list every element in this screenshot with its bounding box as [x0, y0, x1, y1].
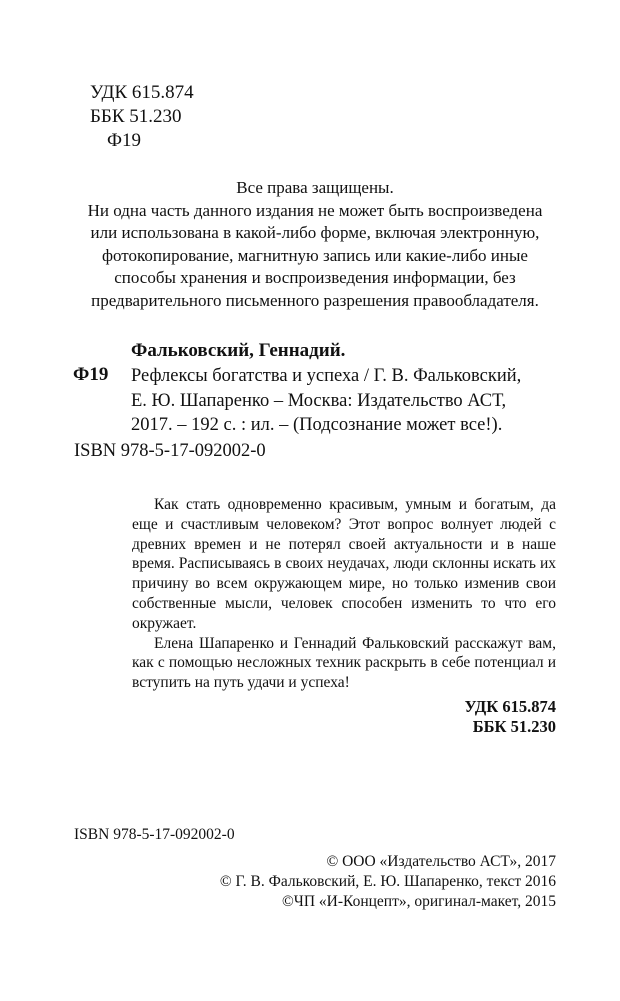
bibliographic-code: Ф19	[73, 364, 109, 385]
classification-block	[300, 697, 556, 737]
copyright-line: © ООО «Издательство АСТ», 2017	[326, 853, 556, 870]
udk-code: УДК 615.874	[90, 82, 194, 103]
udk-code-bold: УДК 615.874	[464, 697, 556, 716]
isbn-footer: ISBN 978-5-17-092002-0	[74, 826, 235, 843]
rights-line: предварительного письменного разрешения правообладателя.	[91, 290, 539, 310]
copyright-line: ©ЧП «И-Концепт», оригинал-макет, 2015	[282, 893, 556, 910]
author-heading: Фальковский, Геннадий.	[131, 340, 346, 361]
bbk-code: ББК 51.230	[90, 106, 182, 127]
bbk-code-bold: ББК 51.230	[472, 717, 556, 736]
bibliographic-line: 2017. – 192 с. : ил. – (Подсознание может все!).	[131, 415, 503, 435]
rights-line: способы хранения и воспроизведения информации, без	[114, 268, 516, 287]
abstract-paragraph: Как стать одновременно красивым, умным и богатым, да еще и счастливым человеком? Этот вопрос волнует людей с древних времен и не потерял своей актуальности и в наше время. Расписываясь в своих неудачах, люди склонны искать их причину во всем окружающем мире, но только изменив свои собственные мысли, человек способен изменить то что его окружает.	[132, 496, 556, 632]
isbn: ISBN 978-5-17-092002-0	[74, 441, 266, 461]
abstract-paragraph: Елена Шапаренко и Геннадий Фальковский расскажут вам, как с помощью несложных техник раскрыть в себе потенциал и вступить на путь удачи и успеха!	[132, 634, 556, 692]
rights-line: или использована в какой-либо форме, включая электронную,	[90, 223, 540, 242]
rights-line: фотокопирование, магнитную запись или какие-либо иные	[102, 245, 528, 265]
copyright-block	[150, 852, 556, 912]
rights-line: Ни одна часть данного издания не может быть воспроизведена	[87, 200, 543, 220]
rights-notice	[60, 177, 570, 312]
bibliographic-description	[131, 364, 526, 438]
bibliographic-line: Е. Ю. Шапаренко – Москва: Издательство АСТ,	[131, 390, 507, 411]
bibliographic-line: Рефлексы богатства и успеха / Г. В. Фальковский,	[131, 366, 522, 386]
author-mark: Ф19	[107, 130, 142, 151]
abstract	[132, 495, 556, 693]
copyright-line: © Г. В. Фальковский, Е. Ю. Шапаренко, текст 2016	[219, 873, 556, 890]
rights-line: Все права защищены.	[236, 178, 394, 197]
